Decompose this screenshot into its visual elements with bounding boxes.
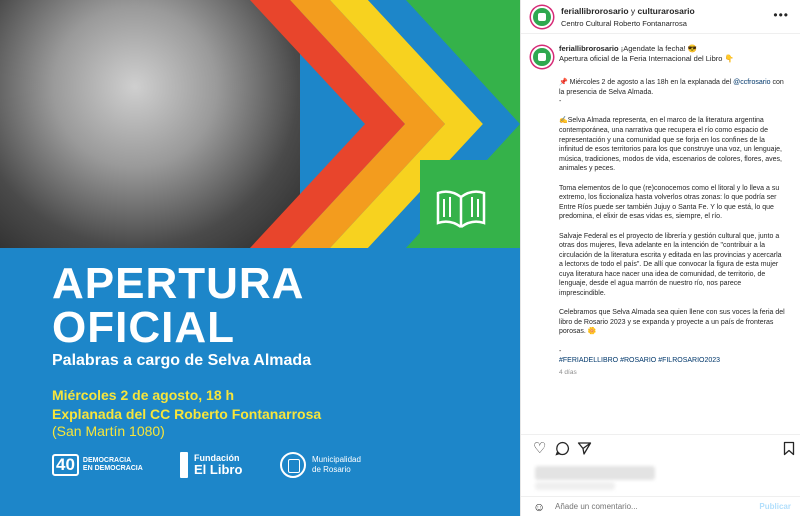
share-icon[interactable]: [577, 441, 592, 456]
subheadline: Palabras a cargo de Selva Almada: [52, 352, 312, 369]
headline: [52, 259, 305, 352]
post-sidebar: [520, 0, 800, 516]
municipalidad-logo: [280, 452, 361, 478]
collab-account-link[interactable]: culturarosario: [637, 6, 695, 16]
open-book-icon: [432, 183, 490, 233]
comment-icon[interactable]: [555, 441, 570, 456]
heart-icon[interactable]: ♡: [533, 440, 547, 457]
hashtags[interactable]: #FERIADELLIBRO #ROSARIO #FILROSARIO2023: [559, 357, 721, 365]
caption-paragraph-3: Toma elementos de lo que (re)conocemos como el litoral y lo lleva a su extremo, los ficcionaliza hasta volverlos otras zonas: lo que podría ser Entre Ríos puede ser también Jujuy o Santa Fe. Y lo que está, lo que predomina, el elixir de esas vidas es, siempre, el río.: [559, 184, 780, 221]
municipalidad-line-1: Municipalidad: [312, 455, 361, 464]
democracia-logo: [52, 454, 143, 476]
post-authors: [561, 6, 695, 16]
likes-secondary-blurred: [535, 482, 615, 490]
post-time[interactable]: 4 días: [559, 368, 577, 376]
caption-second-line: Apertura oficial de la Feria Internacional del Libro 👇: [559, 54, 734, 63]
account-link[interactable]: feriallibrorosario: [561, 6, 629, 16]
ellipsis-icon[interactable]: •••: [773, 8, 789, 22]
authors-connector: y: [628, 6, 638, 16]
fundacion-mark-icon: [180, 452, 188, 478]
sponsor-logos: [52, 452, 492, 486]
caption-body: [559, 78, 787, 366]
caption-paragraph-4: Salvaje Federal es el proyecto de librería y gestión cultural que, junto a otras dos mujeres, lleva adelante en la intención de "contribuir a la circulación de la literatura escrita y editada en las provincias y acercarla a lectorxs de todo el país". De allí que convocar la figura de esta mujer cuya literatura hace nacer una idea de comunidad, de territorio, de lenguaje, desde el agua marrón de nuestro río, nos parece imprescindible.: [559, 232, 782, 298]
fundacion-el-libro-logo: [180, 452, 242, 478]
likes-blurred: [535, 466, 655, 480]
mention-link[interactable]: @ccfrosario: [733, 79, 771, 86]
municipalidad-line-2: de Rosario: [312, 465, 351, 474]
comment-box: [521, 496, 800, 516]
municipal-seal-icon: [280, 452, 306, 478]
democracia-line-1: DEMOCRACIA: [82, 457, 132, 464]
smiley-icon[interactable]: ☺: [533, 500, 546, 514]
caption-separator: -: [559, 347, 562, 355]
fundacion-line-1: Fundación: [194, 453, 240, 463]
author-photo-area: [0, 0, 520, 248]
bookmark-icon[interactable]: [783, 441, 795, 456]
account-avatar[interactable]: [531, 6, 553, 28]
headline-line-2: OFICIAL: [52, 303, 235, 352]
headline-line-1: APERTURA: [52, 259, 305, 308]
caption-header: [559, 44, 787, 64]
event-date: Miércoles 2 de agosto, 18 h: [52, 387, 235, 403]
caption-paragraph-2: ✍️Selva Almada representa, en el marco de la literatura argentina contemporánea, una narrativa que recupera el río como espacio de representación y una comunidad que se forja en los confines de la infinitud de esos territorios para los que construye una voz, un lenguaje, música, tradiciones, modos de vida, escenarios de colores, flores, aves, animales y peces.: [559, 117, 782, 173]
event-place: Explanada del CC Roberto Fontanarrosa: [52, 406, 322, 422]
democracia-number: 40: [52, 454, 79, 476]
publish-button[interactable]: Publicar: [759, 502, 791, 511]
caption: [521, 36, 800, 428]
event-address: (San Martín 1080): [52, 423, 165, 439]
post-header: [521, 0, 800, 34]
comment-input[interactable]: [555, 502, 755, 511]
location-link[interactable]: Centro Cultural Roberto Fontanarrosa: [561, 19, 687, 28]
democracia-line-2: EN DEMOCRACIA: [82, 465, 143, 472]
caption-account-link[interactable]: feriallibrorosario: [559, 44, 619, 53]
caption-avatar[interactable]: [531, 46, 553, 68]
caption-first-line: ¡Agendate la fecha! 😎: [618, 44, 698, 53]
fundacion-line-2: El Libro: [194, 462, 243, 477]
caption-paragraph-1: 📌 Miércoles 2 de agosto a las 18h en la explanada del @ccfrosario con la presencia de Selva Almada. -: [559, 79, 784, 106]
caption-paragraph-5: Celebramos que Selva Almada sea quien llene con sus voces la feria del libro de Rosario 2023 y se expanda y proyecte a un país de fronteras porosas. 🌼: [559, 309, 785, 336]
action-bar: [521, 434, 800, 462]
